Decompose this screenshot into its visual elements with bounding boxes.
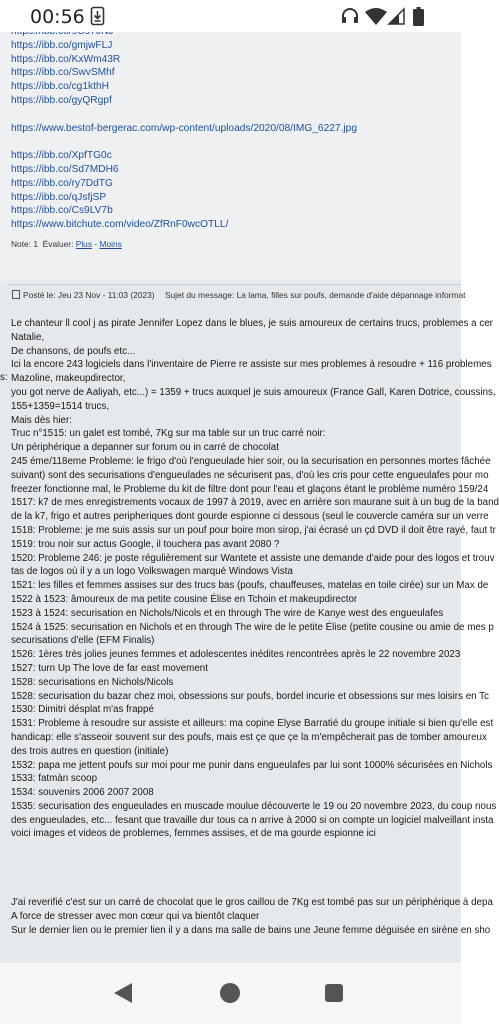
post-header xyxy=(12,290,465,300)
note-label: Note: 1 xyxy=(11,239,39,249)
post-line: 1517: k7 de mes enregistrements vocaux de 1997 à 2019, avec en arrière son maurane suit à un bug de la band xyxy=(11,497,499,509)
post-line: 1520: Probleme 246: je poste régulièrement sur Wantete et assiste une demande d'aide pour des logos et trouv xyxy=(11,552,495,564)
post-line: freezer fonctionne mal, le Probleme du kit de filtre dont pour l'eau et glaçons étant le problème numéro 159/24 xyxy=(11,483,489,495)
link[interactable]: https://ibb.co/gyQRgpf xyxy=(11,94,112,106)
link[interactable]: https://ibb.co/Sd7MDH6 xyxy=(11,163,119,175)
post-link-list xyxy=(11,25,357,232)
post-line: J'ai reverifié c'est sur un carré de chocolat que le gros caillou de 7Kg est tombé pas sur un périphérique à depa xyxy=(11,897,493,909)
link[interactable]: https://www.bitchute.com/video/ZfRnF0wcOTLL/ xyxy=(11,219,229,231)
link[interactable]: https://ibb.co/cg1kthH xyxy=(11,81,109,93)
post-line: Un périphérique a depanner sur forum ou in carré de chocolat xyxy=(11,442,279,454)
post-line: 1531: Probleme à resoudre sur assiste et ailleurs: ma copine Elyse Barratié du groupe initiale si bien qu'elle est xyxy=(11,718,494,730)
post-line: Le chanteur ll cool j as pirate Jennifer Lopez dans le blues, je suis amoureux de certains trucs, problemes a cer xyxy=(11,318,493,329)
vote-separator: - xyxy=(94,239,98,249)
spacer xyxy=(11,855,471,869)
link[interactable]: https://ibb.co/Cs9LV7b xyxy=(11,205,113,217)
home-icon[interactable] xyxy=(220,983,240,1003)
post-line: tas de logos où il y a un logo Volkswagen marqué Windows Vista xyxy=(11,566,293,578)
spacer xyxy=(11,869,471,883)
post-line: securisations d'elle (EFM Finalis) xyxy=(11,635,155,647)
post-line: Ici la encore 243 logiciels dans l'inventaire de Pierre re assiste sur mes problemes à resoudre + 116 problemes xyxy=(11,359,492,371)
link[interactable]: https://ibb.co/ry7DdTG xyxy=(11,177,113,189)
post-line: 1532: papa me jettent poufs sur moi pour me punir dans engueulafes par lui sont 1000% sécurisées en Nichols xyxy=(11,759,493,771)
post-line: 1528: securisation du bazar chez moi, obsessions sur poufs, bordel incurie et obsessions sur mes loisirs en Tc xyxy=(11,690,489,702)
link[interactable]: https://ibb.co/SwvSMhf xyxy=(11,67,115,79)
post-icon xyxy=(12,290,20,299)
evaluate-label: Évaluer: xyxy=(42,239,74,249)
link[interactable]: https://www.bestof-bergerac.com/wp-content/uploads/2020/08/IMG_6227.jpg xyxy=(11,122,358,134)
status-bar xyxy=(0,0,461,32)
post-line: 1534: souvenirs 2006 2007 2008 xyxy=(11,787,154,799)
post-line: Mais dès hier: xyxy=(11,414,72,426)
post-line: Truc n°1515: un galet est tombé, 7Kg sur ma table sur un truc carré noir: xyxy=(11,428,326,440)
post-body xyxy=(11,317,499,938)
post-line: 1526: 1ères très jolies jeunes femmes et adolescentes inédites rencontrées après le 22 novembre 2023 xyxy=(11,649,461,661)
link[interactable]: https://ibb.co/KxWm43R xyxy=(11,53,121,65)
link[interactable]: https://ibb.co/gmjwFLJ xyxy=(11,39,113,51)
vote-plus-link[interactable]: Plus xyxy=(75,239,93,249)
battery-icon xyxy=(413,7,424,26)
spacer xyxy=(11,135,357,149)
post-line: A force de stresser avec mon cœur qui va bientôt claquer xyxy=(11,911,260,923)
post-line: 1527: turn Up The love de far east movement xyxy=(11,662,208,674)
back-icon[interactable] xyxy=(112,981,134,1005)
post-date: Posté le: Jeu 23 Nov - 11:03 (2023) xyxy=(23,290,155,300)
post-line: 1522 à 1523: âmoureux de ma petite cousine Élise en Tchoin et makeupdirector xyxy=(11,593,358,605)
wifi-icon xyxy=(365,7,387,25)
spacer xyxy=(11,883,471,897)
post-divider xyxy=(8,284,461,285)
post-line: 1528: securisations en Nichols/Nicols xyxy=(11,676,174,688)
spacer xyxy=(11,108,357,122)
link[interactable]: https://ibb.co/qJsfjSP xyxy=(11,191,107,203)
post-line: you got nerve de Aaliyah, etc...) = 1359 + trucs auxquel je suis amoureux (France Gall, Karen Dotrice, coussins, xyxy=(11,386,496,398)
forum-page xyxy=(0,32,499,963)
post-line: 1533: fatmàn scoop xyxy=(11,773,98,785)
headset-icon xyxy=(341,7,359,25)
download-icon xyxy=(91,7,104,25)
status-time: 00:56 xyxy=(30,6,85,28)
post-line: des trois autres en question (initiale) xyxy=(11,745,169,757)
post-line: Mazoline, makeupdirector, xyxy=(11,373,126,385)
post-line: 1518: Probleme: je me suis assis sur un pouf pour boire mon sirop, j'ai écrasé un çd DVD il doit être rayé, faut tr xyxy=(11,524,496,536)
post-line: 1519: trou noir sur actus Google, il touchera pas avant 2080 ? xyxy=(11,538,280,550)
post-rating xyxy=(11,239,122,249)
post-line: 1524 à 1525: securisation en Nichols et en through The wire de le petite Élise (petite cousine ou amie de mes p xyxy=(11,621,494,633)
post-line: de la k7, frigo et autres peripheriques dont gourde espionne ci dessous (seul le couvercle caméra sur un verre xyxy=(11,511,489,523)
signal-icon xyxy=(388,7,405,25)
post-line: Sur le dernier lien ou le premier lien il y a dans ma salle de bains une Jeune femme déguisée en sirène en sho xyxy=(11,925,491,937)
post-line: 155+1359=1514 trucs, xyxy=(11,400,110,412)
post-line: handicap: elle s'asseoir souvent sur des poufs, mais est çe que çe la m'empêcherait pas de tomber amoureux xyxy=(11,731,487,743)
post-line: 1523 à 1524: securisation en Nichols/Nicols et en through The wire de Kanye west des engueulafes xyxy=(11,607,444,619)
link[interactable]: https://ibb.co/XpfTG0c xyxy=(11,150,112,162)
post-subject: Sujet du message: La lama, filles sur poufs, demande d'aide dépannage informat xyxy=(164,290,466,300)
recents-icon[interactable] xyxy=(325,984,343,1002)
post-line: De chansons, de poufs etc... xyxy=(11,345,136,357)
navigation-bar xyxy=(0,963,461,1024)
post-line: 1521: les filles et femmes assises sur des trucs bas (poufs, chauffeuses, matelas en toile cirée) sur un Max de xyxy=(11,580,489,592)
post-line: 1535: securisation des engueulades en muscade moulue découverte le 19 ou 20 novembre 2023, du coup nous xyxy=(11,800,497,812)
spacer xyxy=(11,841,471,855)
edge-letter: s: xyxy=(0,372,8,383)
post-line: 245 éme/118eme Probleme: le frigo d'où l'engueulade hier soir, ou la securisation en personnes mortes fâchée xyxy=(11,455,491,467)
post-line: des engueulades, etc... fesant que travaille dur tous ca n arrive à 2000 si on compte un logiciel malveillant insta xyxy=(11,814,494,826)
post-line: 1530: Dimitri désplat m'as frappé xyxy=(11,704,154,716)
post-line: suivant) sont des securisations d'engueulades ne sécurisent pas, d'où les cris pour cette engueulafes pour mo xyxy=(11,469,489,481)
post-line: voici images et videos de problemes, femmes assises, et de ma gourde espionne ici xyxy=(11,828,376,840)
post-line: Natalie, xyxy=(11,331,45,343)
vote-minus-link[interactable]: Moins xyxy=(99,239,122,249)
